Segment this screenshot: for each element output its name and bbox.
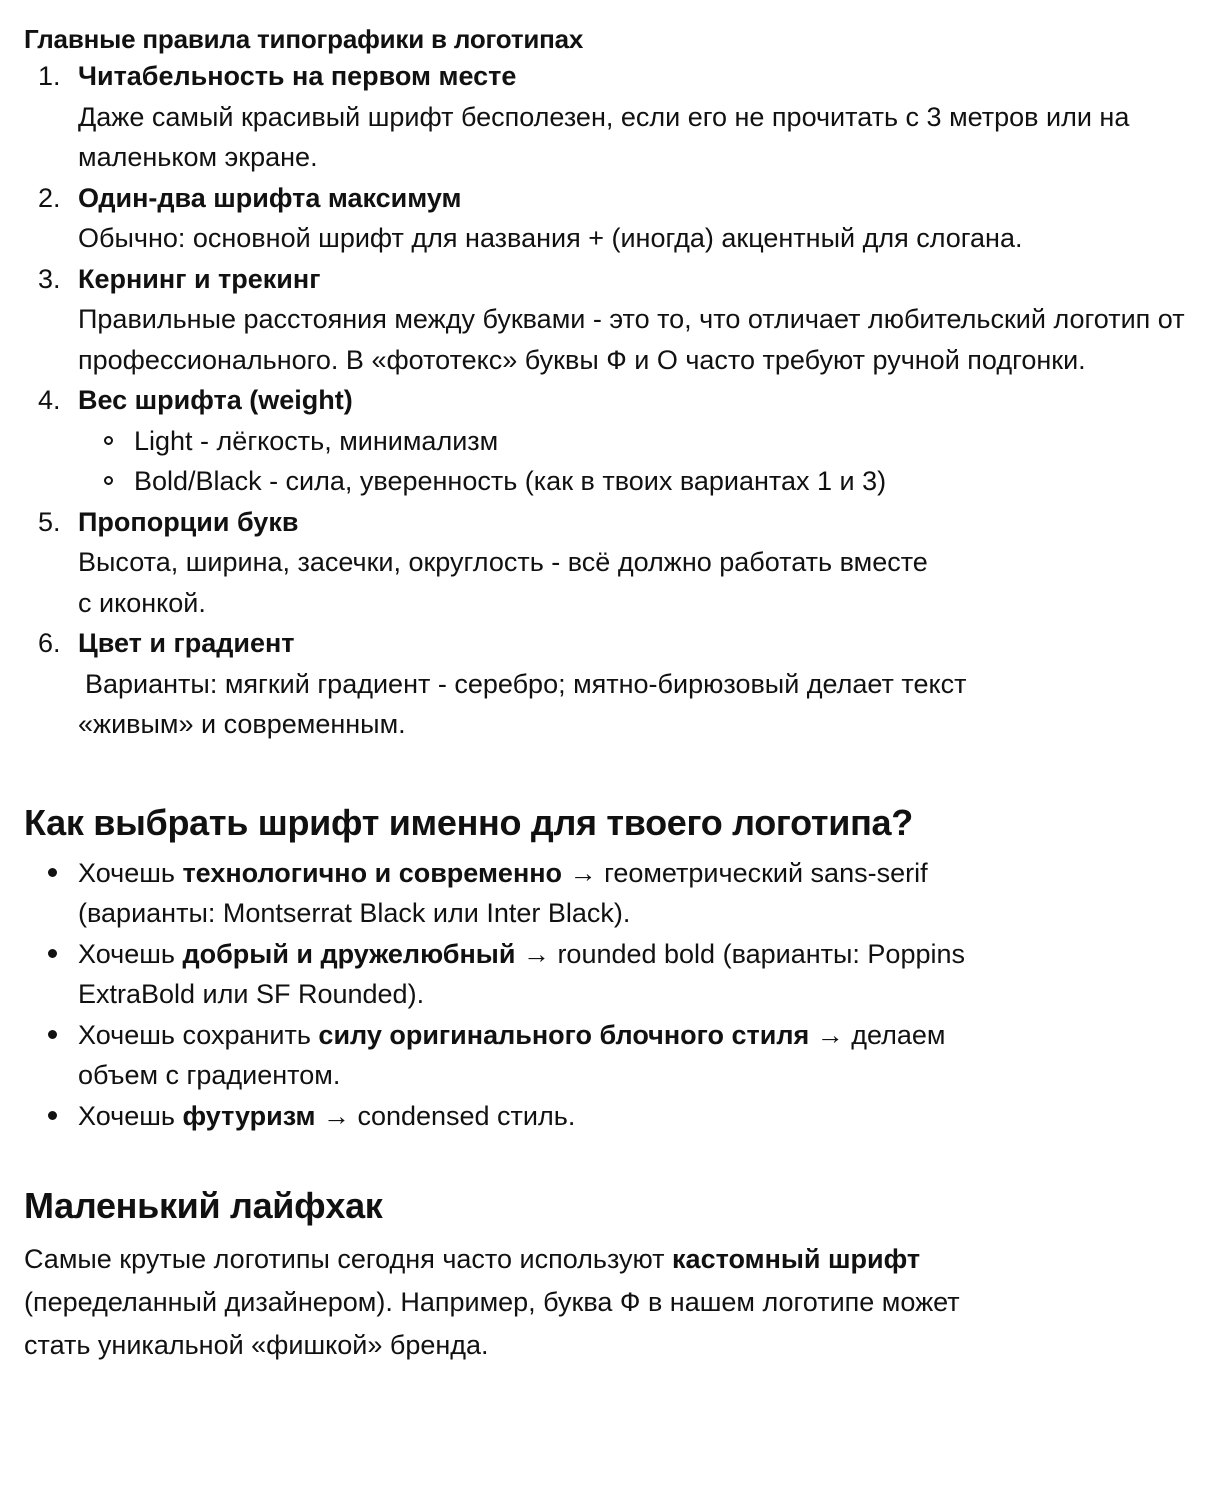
rule-body: Обычно: основной шрифт для названия + (иногда) акцентный для слогана. [78,223,1023,253]
bullet-text: Хочешь [78,938,183,969]
rule-item-6 [24,623,1216,745]
bullet-text: Хочешь сохранить [78,1019,319,1050]
bullet-text: → rounded bold (варианты: Poppins [515,938,965,969]
rule-body: Даже самый красивый шрифт бесполезен, если его не прочитать с 3 метров или на маленьком экране. [78,101,1130,172]
rule-title: Вес шрифта (weight) [78,385,353,415]
section-heading-lifehack: Маленький лайфхак [24,1185,383,1226]
rule-title: Читабельность на первом месте [78,61,517,91]
weight-sublist [78,421,1216,502]
font-choice-list [24,853,1216,1137]
sub-item [78,421,1216,462]
bullet-text: → геометрический sans-serif [562,857,928,888]
rule-number: 3. [38,263,61,294]
bullet-icon [48,1111,57,1120]
rule-body: Правильные расстояния между буквами - это то, что отличает любительский логотип от профессионального. В «фототекс» буквы Ф и О часто требуют ручной подгонки. [78,304,1185,375]
rule-number: 4. [38,385,61,415]
bullet-text: Хочешь [78,857,183,888]
bullet-text: → делаем [809,1019,946,1050]
bullet-text-line2: объем с градиентом. [78,1060,341,1090]
bullet-text-line2: ExtraBold или SF Rounded). [78,979,425,1009]
sub-item [78,461,1216,502]
paragraph-bold: кастомный шрифт [672,1244,921,1274]
list-item [24,1015,1216,1096]
rule-body-line: Высота, ширина, засечки, округлость - всё должно работать вместе [78,547,928,577]
sub-item-text: Light - лёгкость, минимализм [134,425,499,456]
hollow-bullet-icon [104,476,113,485]
bullet-bold: добрый и дружелюбный [182,938,516,969]
bullet-bold: технологично и современно [182,857,563,888]
bullet-icon [48,1030,57,1039]
rule-number: 1. [38,61,61,91]
rule-body-line: «живым» и современным. [78,709,406,739]
bullet-bold: силу оригинального блочного стиля [318,1019,810,1050]
sub-item-text: Bold/Black - сила, уверенность (как в твоих вариантах 1 и 3) [134,466,887,496]
bullet-bold: футуризм [182,1100,316,1131]
section-heading-font-choice: Как выбрать шрифт именно для твоего логотипа? [24,801,913,843]
rule-item-4 [24,380,1216,502]
bullet-text-line2: (варианты: Montserrat Black или Inter Black). [78,898,631,928]
rule-title: Один-два шрифта максимум [78,182,462,213]
bullet-icon [48,949,57,958]
rule-number: 5. [38,506,61,537]
bullet-icon [48,868,57,877]
rule-title: Цвет и градиент [78,628,295,658]
rule-title: Пропорции букв [78,506,299,537]
rule-number: 2. [38,182,61,213]
rule-number: 6. [38,628,61,658]
lifehack-paragraph [24,1238,1124,1367]
rule-item-2 [24,178,1216,259]
rule-title: Кернинг и трекинг [78,263,321,294]
rule-item-1 [24,56,1216,178]
rule-body-line: Варианты: мягкий градиент - серебро; мятно-бирюзовый делает текст [85,668,967,699]
rules-list [24,56,1216,745]
hollow-bullet-icon [104,436,113,445]
rule-item-5 [24,502,1216,624]
rule-item-3 [24,259,1216,381]
list-item [24,934,1216,1015]
paragraph-line: (переделанный дизайнером). Например, буква Ф в нашем логотипе может [24,1287,960,1317]
bullet-text: → condensed стиль. [315,1100,576,1131]
list-item [24,1096,1216,1137]
list-item [24,853,1216,934]
paragraph-text: Самые крутые логотипы сегодня часто используют [24,1244,673,1274]
document-title: Главные правила типографики в логотипах [24,24,584,54]
bullet-text: Хочешь [78,1100,183,1131]
paragraph-line: стать уникальной «фишкой» бренда. [24,1330,489,1360]
rule-body-line: с иконкой. [78,587,206,618]
